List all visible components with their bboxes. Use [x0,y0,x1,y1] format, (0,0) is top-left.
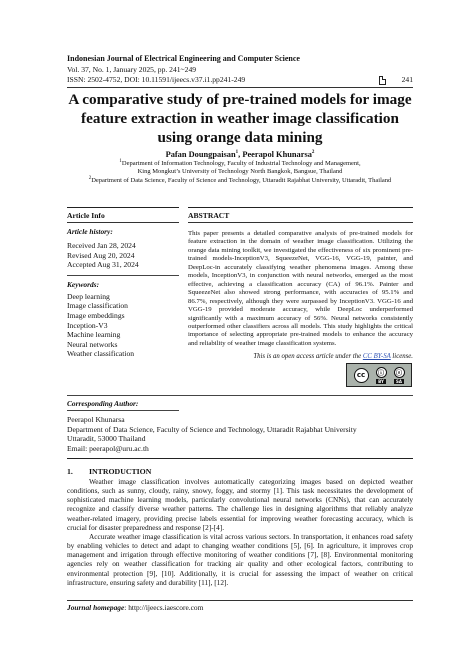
keywords-heading: Keywords: [67,279,100,289]
page-footer: Journal homepage: http://ijeecs.iaescore.com [67,603,204,612]
affiliation-1: Department of Information Technology, Faculty of Industrial Technology and Management, [121,160,361,167]
journal-homepage-url[interactable]: http://ijeecs.iaescore.com [126,603,204,612]
open-access-note: This is an open access article under the CC BY-SA license. [253,353,413,361]
section-heading-introduction [67,467,151,476]
keyword-item: Machine learning [67,330,121,340]
keyword-item: Inception-V3 [67,320,108,330]
cc-license-badge[interactable] [346,363,412,387]
article-info-panel [67,207,179,359]
corresponding-author-heading: Corresponding Author: [67,399,179,411]
abstract-heading: ABSTRACT [188,207,413,223]
affiliation-1-line2: King Mongkut’s University of Technology North Bangkok, Bangsue, Thailand [137,168,343,176]
body-paragraph-1: Weather image classification involves automatically categorizing images based on depicted weather conditions, such as sunny, cloudy, rainy, snowy, foggy, and stormy [1]. This task necessitates the development of sophisticated machine learning models, particularly convolutional neural networks (CNNs), that can accurately recognize and classify diverse weather patterns. The challenge lies in designing algorithms that reliably analyze weather-related imagery, providing precise labels essential for improving weather forecasting accuracy, which is crucial for disaster preparedness and response [2]-[4]. [67,477,413,532]
corresponding-author-name: Peerapol Khunarsa [67,415,125,424]
article-history-heading: Article history: [67,227,113,236]
issn-doi: ISSN: 2502-4752, DOI: 10.11591/ijeecs.v37.i1.pp241-249 [67,75,246,84]
header-rule [67,87,413,88]
corresponding-author-email: Email: peerapol@uru.ac.th [67,443,149,453]
section-title: INTRODUCTION [89,467,152,476]
journal-volume: Vol. 37, No. 1, January 2025, pp. 241~249 [67,64,197,74]
affiliations: $^1$Department of Information Technology, Faculty of Industrial Technology and Management, King Mongkut’s University of Technology North Bangkok, Bangsue, Thailand $^2$Department of Data Science, Faculty of Science and Technology, Uttaradit Rajabhat University, Uttaradit, Thailand [57,160,423,185]
journal-header [67,54,413,86]
share-alike-icon: ⓢ [394,367,405,378]
issn-row [67,75,413,86]
body-paragraph-2: Accurate weather image classification is vital across various sectors. In transportation, it enhances road safety by enabling vehicles to detect and adapt to changing weather conditions [5], [6]. In agriculture, it improves crop management and irrigation through effective monitoring of weather conditions [7], [8]. Environmental monitoring agencies rely on weather classification for tracking air quality and other ecological factors, contributing to environmental protection [9], [10]. Additionally, it is crucial for assessing the impact of weather on critical infrastructure, ensuring safety and durability [11], [12]. [67,532,413,587]
footer-rule [67,600,413,601]
corresponding-author-dept: Department of Data Science, Faculty of Science and Technology, Uttaradit Rajabhat University [67,424,357,434]
attribution-icon: ⓘ [376,367,387,378]
journal-name: Indonesian Journal of Electrical Engineering and Computer Science [67,54,300,63]
author-name: Peerapol Khunarsa [242,150,312,159]
keyword-item: Image classification [67,301,128,311]
article-history-list [67,241,179,270]
document-icon [379,76,386,85]
history-item: Revised Aug 20, 2024 [67,250,135,260]
history-item: Accepted Aug 31, 2024 [67,260,139,270]
page-number: 241 [401,75,413,84]
cc-icon: cc [354,368,369,383]
author-name: Pafan Doungpaisan [165,150,236,159]
corresponding-author-city: Uttaradit, 53000 Thailand [67,434,146,443]
author-line: Pafan Doungpaisan$^1$, Peerapol Khunarsa$^2$ [165,150,315,159]
abstract-text: This paper presents a detailed comparative analysis of pre-trained models for feature extraction in the domain of weather image classification. Utilizing the orange data mining toolkit, we investigated the effectiveness of six prominent pre-trained models-InceptionV3, SqueezeNet, VGG-16, VGG-19, painter, and DeepLoc-in accurately classifying weather phenomena images. Among these models, InceptionV3, in conjunction with neural networks, emerged as the most effective, achieving a classification accuracy (CA) of 96.1%. Painter and SqueezeNet also showed strong performance, with accuracies of 95.1% and 86.7%, respectively, although they were surpassed by InceptionV3. VGG-16 and VGG-19 provided moderate accuracy, while DeepLoc underperformed significantly with a maximum accuracy of 56%. Neural networks consistently outperformed other classifiers across all models. This study highlights the critical importance of selecting appropriate pre-trained models to enhance the accuracy and reliability of weather image classification systems. [188,230,413,347]
journal-homepage-label: Journal homepage [67,603,125,612]
abstract-panel [188,207,413,360]
article-info-heading: Article Info [67,207,179,223]
corresponding-author-block [67,395,413,459]
paper-title: A comparative study of pre-trained models for image feature extraction in weather image classification using orange data mining [68,91,412,146]
affiliation-2: Department of Data Science, Faculty of Science and Technology, Uttaradit Rajabhat University, Uttaradit, Thailand [91,176,392,184]
history-item: Received Jan 28, 2024 [67,241,136,250]
by-label: BY [378,378,384,384]
sa-label: SA [396,378,402,384]
section-number: 1. [67,467,73,476]
keyword-item: Image embeddings [67,310,125,320]
keyword-item: Neural networks [67,339,118,349]
license-link[interactable]: CC BY-SA [362,353,391,361]
keyword-item: Weather classification [67,349,135,359]
keywords-list [67,292,179,359]
keyword-item: Deep learning [67,291,110,301]
